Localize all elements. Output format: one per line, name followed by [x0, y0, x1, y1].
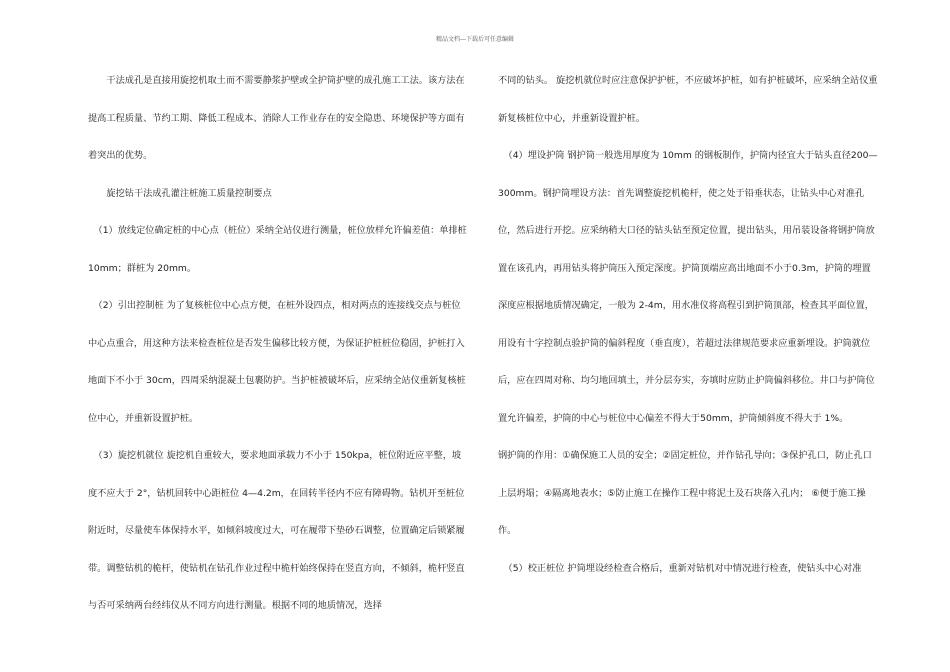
item-3-paragraph: （3）旋挖机就位 旋挖机自重较大，要求地面承载力不小于 150kpa，桩位附近应平整，坡度不应大于 2°，钻机回转中心距桩位 4—4.2m，在回转半径内不应有障碍物。钻机开至桩位附近时，尽量使车体保持水平，如倾斜坡度过大，可在履带下垫砂石调整，位置确定后锁紧履带。调整钻机的桅杆，使钻机在钻孔作业过程中桅杆始终保持在竖直方向，不倾斜，桅杆竖直与否可采纳两台经纬仪从不同方向进行测量。根据不同的地质情况，选择 [88, 450, 465, 611]
item-1-paragraph: （1）放线定位确定桩的中心点（桩位）采纳全站仪进行测量，桩位放样允许偏差值：单排桩 10mm；群桩为 20mm。 [88, 225, 467, 274]
section-subtitle: 旋挖钻干法成孔灌注桩施工质量控制要点 [106, 187, 272, 199]
item-4-paragraph: （4）埋设护筒 钢护筒一般选用厚度为 10mm 的钢板制作，护筒内径宜大于钻头直径200—300mm。钢护筒埋设方法：首先调整旋挖机桅杆，使之处于铅垂状态，让钻头中心对准孔位，然后进行开挖。应采纳稍大口径的钻头钻至预定位置，提出钻头，用吊装设备将钢护筒放置在该孔内，再用钻头将护筒压入预定深度。护筒顶端应高出地面不小于0.3m，护筒的埋置深度应根据地质情况确定，一般为 2-4m，用水准仪将高程引到护筒顶部，检查其平面位置，用设有十字控制点验护筒的偏斜程度（垂直度），若超过法律规范要求应重新埋设。护筒就位后，应在四周对称、均匀地回填土，并分层夯实，夯填时应防止护筒偏斜移位。井口与护筒位置允许偏差，护筒的中心与桩位中心偏差不得大于50mm，护筒倾斜度不得大于 1%。 [498, 150, 878, 424]
item-2-paragraph: （2）引出控制桩 为了复核桩位中心点方便，在桩外设四点，相对两点的连接线交点与桩位中心点重合，用这种方法来检查桩位是否发生偏移比较方便，为保证护桩桩位稳固，护桩打入地面下不小于 30cm，四周采纳混凝土包裹防护。当护桩被破坏后，应采纳全站仪重新复核桩位中心，并重新设置护桩。 [88, 300, 466, 424]
item-5-paragraph: （5）校正桩位 护筒埋设经检查合格后，重新对钻机对中情况进行检查，使钻头中心对准 [503, 562, 862, 574]
continued-paragraph: 不同的钻头。 旋挖机就位时应注意保护护桩，不应破坏护桩，如有护桩破坏，应采纳全站仪重新复核桩位中心，并重新设置护桩。 [498, 75, 878, 124]
right-column [498, 62, 878, 587]
casing-function-paragraph: 钢护筒的作用：①确保施工人员的安全；②固定桩位，并作钻孔导向；③保护孔口，防止孔口上层坍塌；④隔离地表水；⑤防止施工在操作工程中将泥土及石块落入孔内； ⑥便于施工操作。 [498, 450, 872, 536]
left-column [88, 62, 468, 625]
intro-paragraph: 干法成孔是直接用旋挖机取土而不需要静浆护壁或全护筒护壁的成孔施工工法。该方法在提高工程质量、节约工期、降低工程成本、消除人工作业存在的安全隐患、环境保护等方面有着突出的优势。 [88, 75, 465, 161]
page-header: 精品文档---下载后可任意编辑 [435, 36, 515, 43]
